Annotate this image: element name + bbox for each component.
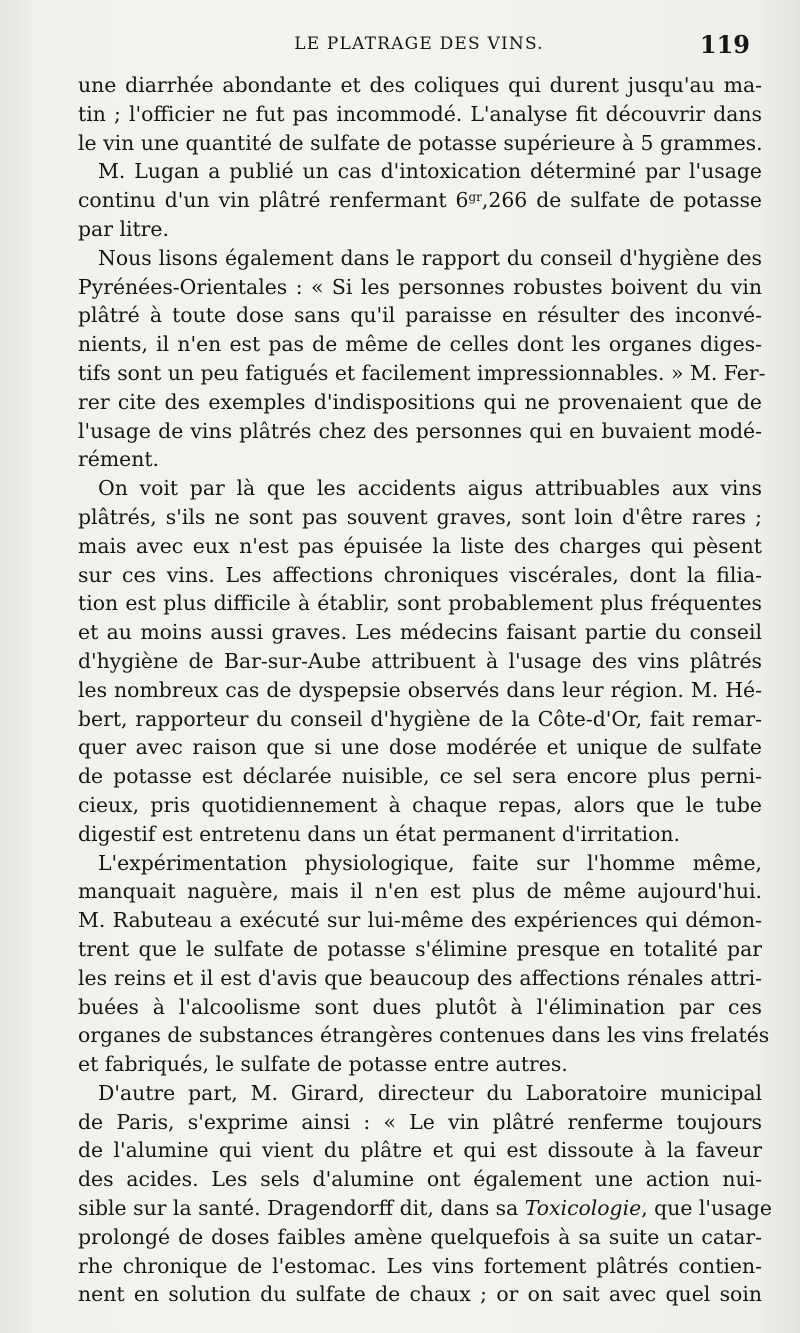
text-line: organes de substances étrangères contenues dans les vins frelatés xyxy=(78,1023,770,1048)
text-line: l'usage de vins plâtrés chez des personnes qui en buvaient modé- xyxy=(78,418,762,443)
text-line: plâtré à toute dose sans qu'il paraisse en résulter des inconvé- xyxy=(78,303,762,328)
text-line: manquait naguère, mais il n'en est plus de même aujourd'hui. xyxy=(78,879,762,904)
paragraph-start-line: On voit par là que les accidents aigus attribuables aux vins xyxy=(98,476,762,501)
text-line: de Paris, s'exprime ainsi : « Le vin plâtré renferme toujours xyxy=(78,1109,762,1134)
gram-unit: gr xyxy=(468,190,482,205)
text-line: une diarrhée abondante et des coliques qui durent jusqu'au ma- xyxy=(78,73,762,97)
text-line: nent en solution du sulfate de chaux ; or on sait avec quel soin xyxy=(78,1282,762,1307)
paragraph-end-line: rément. xyxy=(78,447,160,472)
text-line: sur ces vins. Les affections chroniques viscérales, dont la filia- xyxy=(78,562,762,587)
text-line: cieux, pris quotidiennement à chaque repas, alors que le tube xyxy=(78,792,762,817)
paragraph-start-line: Nous lisons également dans le rapport du conseil d'hygiène des xyxy=(98,245,762,270)
paragraph-end-line: digestif est entretenu dans un état permanent d'irritation. xyxy=(78,821,680,846)
text-line: les nombreux cas de dyspepsie observés dans leur région. M. Hé- xyxy=(78,677,762,702)
text-line: quer avec raison que si une dose modérée et unique de sulfate xyxy=(78,735,762,760)
text-line: bert, rapporteur du conseil d'hygiène de la Côte-d'Or, fait remar- xyxy=(78,706,762,731)
paragraph-start-line: D'autre part, M. Girard, directeur du Laboratoire municipal xyxy=(98,1080,762,1105)
text-line: des acides. Les sels d'alumine ont également une action nui- xyxy=(78,1167,762,1192)
text-line: nients, il n'en est pas de même de celles dont les organes diges- xyxy=(78,332,762,357)
text-line: trent que le sulfate de potasse s'élimine presque en totalité par xyxy=(78,936,762,961)
text-line: de potasse est déclarée nuisible, ce sel sera encore plus perni- xyxy=(78,764,762,789)
text-line: rer cite des exemples d'indispositions qui ne provenaient que de xyxy=(78,389,762,414)
text-line: Pyrénées-Orientales : « Si les personnes robustes boivent du vin xyxy=(78,274,762,299)
text-line: tifs sont un peu fatigués et facilement impressionnables. » M. Fer- xyxy=(78,360,766,385)
body-text xyxy=(78,71,772,1309)
paragraph-end-line: et fabriqués, le sulfate de potasse entre autres. xyxy=(78,1052,568,1077)
text-line-with-title: sible sur la santé. Dragendorff dit, dans sa Toxicologie, que l'usage xyxy=(78,1196,772,1221)
text-line-with-dose: continu d'un vin plâtré renfermant $6^{gr},266$ de sulfate de potasse xyxy=(78,188,763,213)
text-line: d'hygiène de Bar-sur-Aube attribuent à l'usage des vins plâtrés xyxy=(78,648,762,673)
text-line: plâtrés, s'ils ne sont pas souvent graves, sont loin d'être rares ; xyxy=(78,504,762,529)
text-line: de l'alumine qui vient du plâtre et qui est dissoute à la faveur xyxy=(78,1138,762,1163)
text-line: M. Rabuteau a exécuté sur lui-même des expériences qui démon- xyxy=(78,908,762,933)
text-line: et au moins aussi graves. Les médecins faisant partie du conseil xyxy=(78,620,762,645)
running-title: LE PLATRAGE DES VINS. xyxy=(294,34,544,54)
running-header xyxy=(78,30,760,64)
paragraph-start-line: L'expérimentation physiologique, faite sur l'homme même, xyxy=(98,850,762,875)
paragraph-start-line: M. Lugan a publié un cas d'intoxication déterminé par l'usage xyxy=(98,159,762,184)
page-number: 119 xyxy=(699,30,750,59)
text-line: mais avec eux n'est pas épuisée la liste des charges qui pèsent xyxy=(78,533,762,558)
text-line: les reins et il est d'avis que beaucoup des affections rénales attri- xyxy=(78,965,762,990)
book-title-toxicologie: Toxicologie xyxy=(524,1196,642,1221)
text-line: tin ; l'officier ne fut pas incommodé. L'analyse fit découvrir dans xyxy=(78,101,762,126)
text-line: rhe chronique de l'estomac. Les vins fortement plâtrés contien- xyxy=(78,1253,762,1278)
paragraph-end-line: par litre. xyxy=(78,216,169,241)
text-line: prolongé de doses faibles amène quelquefois à sa suite un catar- xyxy=(78,1224,762,1249)
text-line: buées à l'alcoolisme sont dues plutôt à l'élimination par ces xyxy=(78,994,762,1019)
text-line: tion est plus difficile à établir, sont probablement plus fréquentes xyxy=(78,591,762,616)
text-line: le vin une quantité de sulfate de potasse supérieure à 5 grammes. xyxy=(78,130,763,155)
